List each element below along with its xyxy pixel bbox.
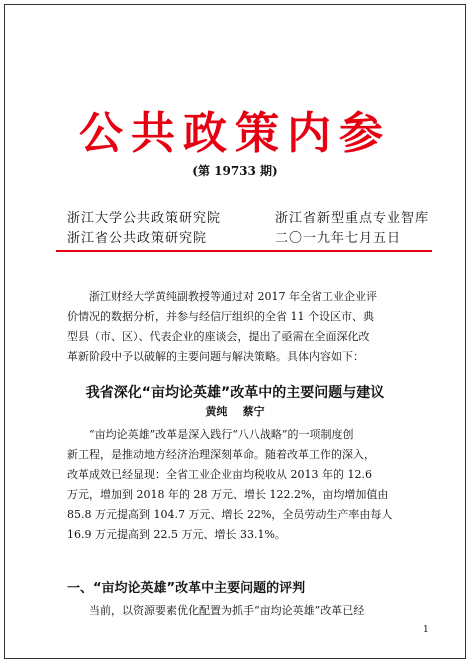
article-authors: 黄纯 蔡宁 <box>205 405 265 418</box>
page-number: 1 <box>423 625 429 635</box>
newsletter-title: 公共政策内参 <box>79 108 391 159</box>
body-line: 新工程，是推动地方经济治理深刻革命。随着改革工作的深入， <box>67 448 375 461</box>
org-right-1: 浙江省新型重点专业智库 <box>275 211 430 226</box>
issue-number: (第 19733 期) <box>192 164 278 178</box>
body-line: 改革成效已经显现：全省工业企业亩均税收从 2013 年的 12.6 <box>67 468 372 481</box>
document-page <box>4 4 466 659</box>
body-line: “亩均论英雄”改革是深入践行“八八战略”的一项制度创 <box>89 428 354 441</box>
intro-line: 革新阶段中予以破解的主要问题与解决策略。具体内容如下： <box>67 350 364 363</box>
body-line: 85.8 万元提高到 104.7 万元、增长 22%，全员劳动生产率由每人 <box>67 508 393 521</box>
body-line: 万元，增加到 2018 年的 28 万元、增长 122.2%，亩均增加值由 <box>67 488 389 501</box>
section-line: 当前，以资源要素优化配置为抓手“亩均论英雄”改革已经 <box>89 604 365 617</box>
body-paragraph <box>67 425 427 545</box>
header-divider <box>56 250 432 252</box>
intro-paragraph <box>67 287 427 367</box>
article-title: 我省深化“亩均论英雄”改革中的主要问题与建议 <box>85 385 385 401</box>
intro-line: 价情况的数据分析，并参与经信厅组织的全省 11 个设区市、典 <box>67 310 374 323</box>
section-paragraph <box>67 601 427 621</box>
section-heading: 一、“亩均论英雄”改革中主要问题的评判 <box>67 581 306 596</box>
org-left-1: 浙江大学公共政策研究院 <box>67 211 222 226</box>
intro-line: 型县（市、区）、代表企业的座谈会，提出了亟需在全面深化改 <box>67 330 370 343</box>
intro-line: 浙江财经大学黄纯副教授等通过对 2017 年全省工业企业评 <box>89 290 377 303</box>
org-left-2: 浙江省公共政策研究院 <box>67 231 208 246</box>
body-line: 16.9 万元提高到 22.5 万元、增长 33.1%。 <box>67 528 286 541</box>
issue-date: 二〇一九年七月五日 <box>275 231 402 246</box>
